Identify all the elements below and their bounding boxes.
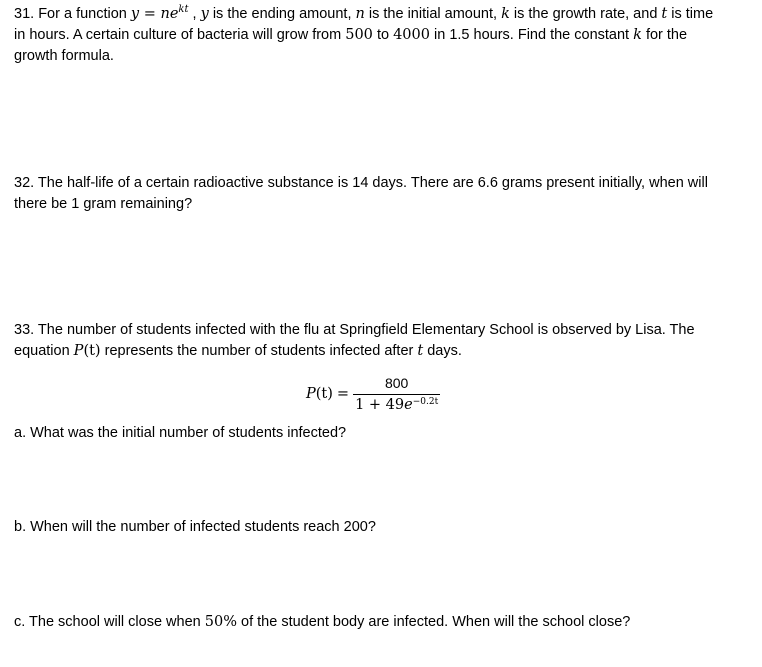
question-number: 31. [14, 6, 35, 22]
question-32 [14, 173, 749, 215]
variable-t: t [417, 343, 424, 359]
question-31-line-2 [14, 25, 749, 46]
fraction-numerator: 800 [384, 375, 409, 391]
growth-formula: $y = ne^{kt}$ [130, 4, 189, 22]
q31-text: in 1.5 hours. Find the constant [434, 27, 630, 43]
question-32-line-2: there be 1 gram remaining? [14, 196, 193, 212]
q31-text: to [376, 27, 390, 43]
question-31-line-1 [14, 4, 749, 25]
question-33-part-b: b. When will the number of infected students reach 200? [14, 519, 376, 535]
variable-t: t [661, 6, 668, 22]
q31-text: is the growth rate, and [513, 6, 658, 22]
q31-text: is the ending amount, [212, 6, 352, 22]
question-33-part-c [14, 612, 749, 633]
fraction [353, 374, 440, 414]
q33c-text: of the student body are infected. When will the school close? [241, 614, 631, 630]
question-33-line-2 [14, 341, 749, 362]
equals-sign: = [336, 385, 350, 402]
variable-k: k [501, 6, 510, 22]
q33-text: represents the number of students infected after [104, 343, 414, 359]
q33-text: days. [427, 343, 462, 359]
q31-text: , [192, 6, 197, 22]
formula-lhs: P(t) [306, 385, 333, 402]
variable-n: n [355, 6, 365, 22]
variable-k: k [633, 27, 642, 43]
q31-text: For a function [38, 6, 127, 22]
q31-text: is the initial amount, [368, 6, 498, 22]
percent-value: 50% [204, 614, 237, 630]
question-33 [14, 320, 749, 362]
q33-text: equation [14, 343, 70, 359]
q31-text: is time [671, 6, 714, 22]
q31-text: for the [645, 27, 688, 43]
question-33-part-a: a. What was the initial number of students infected? [14, 425, 347, 441]
question-31-line-3: growth formula. [14, 48, 114, 64]
q31-text: in hours. A certain culture of bacteria will grow from [14, 27, 342, 43]
logistic-formula [306, 372, 440, 416]
value-start: 500 [345, 27, 373, 43]
variable-y: y [200, 6, 209, 22]
value-end: 4000 [393, 27, 430, 43]
question-31 [14, 4, 749, 67]
question-33-line-1: 33. The number of students infected with the flu at Springfield Elementary School is observed by Lisa. The [14, 322, 695, 338]
fraction-denominator: $1 + 49e^{-0.2t}$ [353, 394, 440, 414]
function-p: P(t) [73, 343, 101, 359]
q33c-text: c. The school will close when [14, 614, 201, 630]
question-32-line-1: 32. The half-life of a certain radioactive substance is 14 days. There are 6.6 grams present initially, when will [14, 175, 708, 191]
